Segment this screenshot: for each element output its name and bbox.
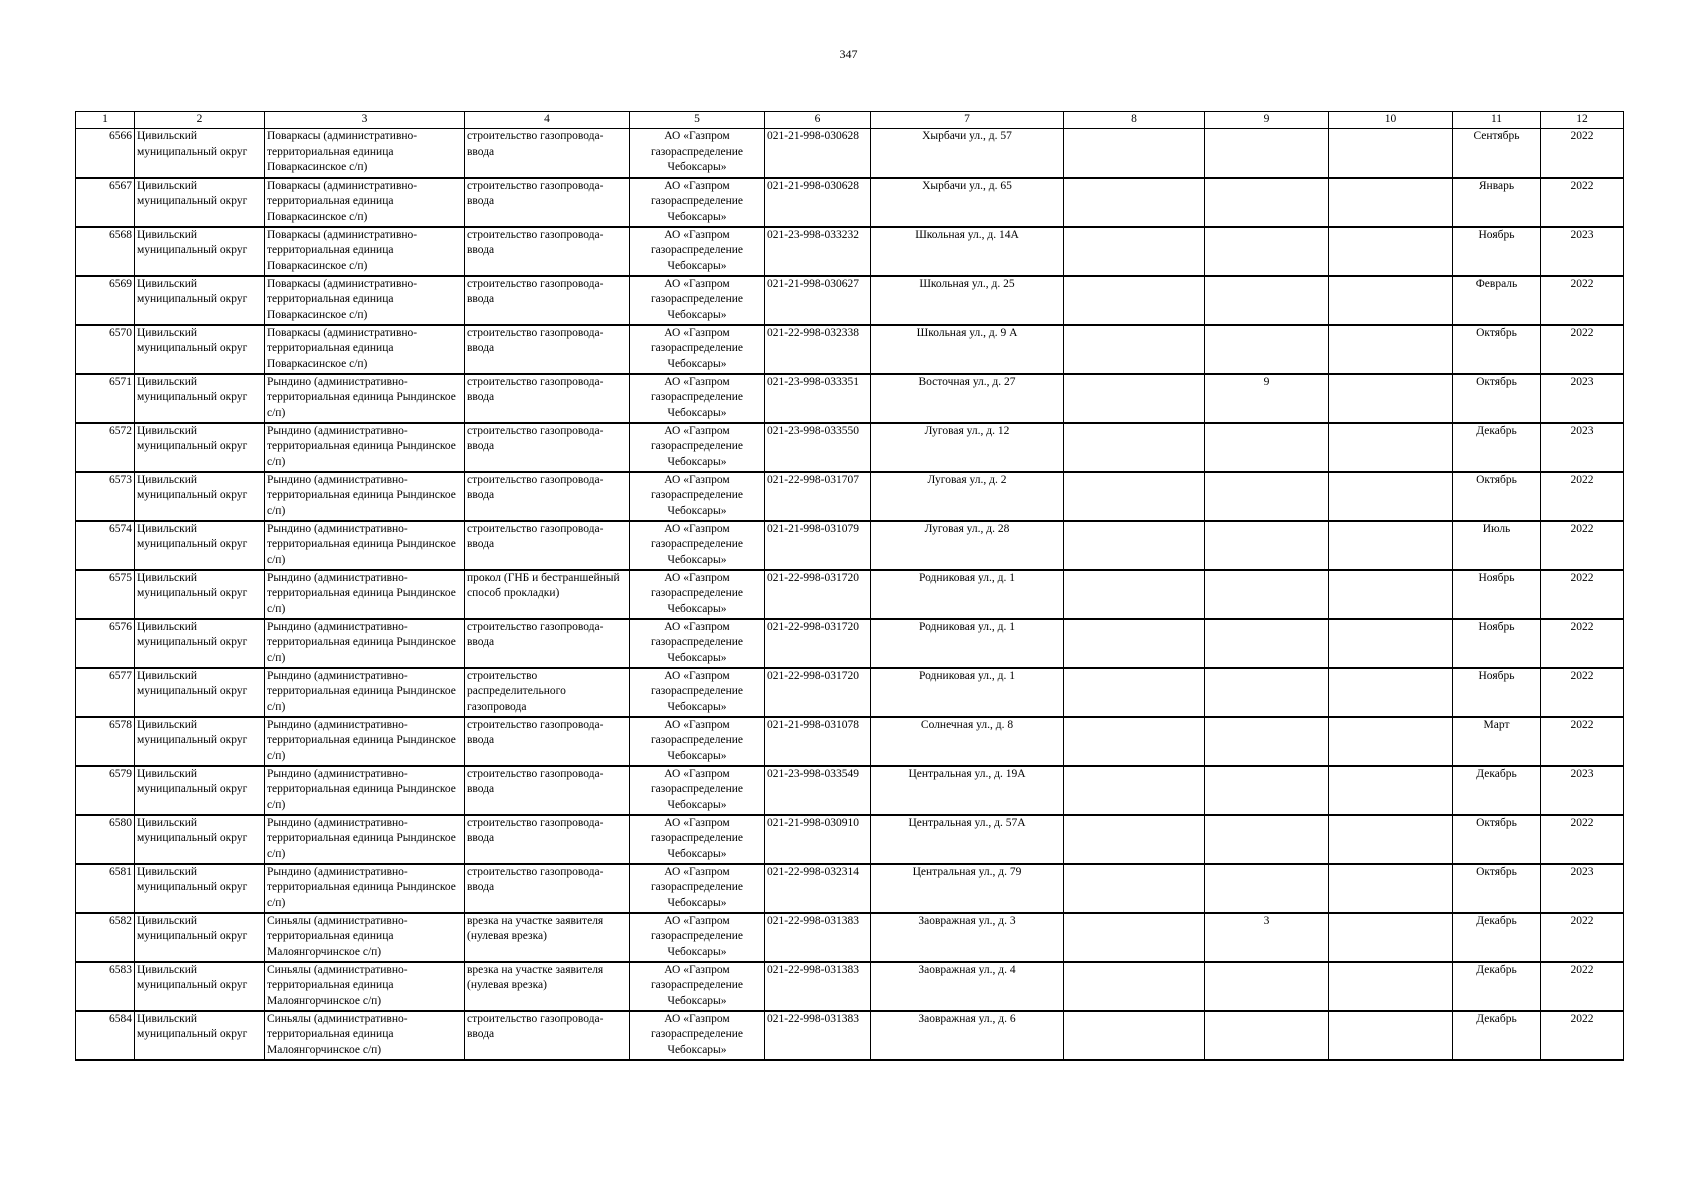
district-cell: Цивильский муниципальный округ (135, 864, 265, 913)
row-number: 6579 (76, 766, 135, 815)
request-code-cell: 021-22-998-031720 (765, 619, 871, 668)
column-8-cell (1064, 227, 1205, 276)
column-10-cell (1329, 178, 1453, 227)
work-type-cell: прокол (ГНБ и бестраншейный способ прокладки) (465, 570, 630, 619)
column-header-6: 6 (765, 112, 871, 129)
organization-cell: АО «Газпром газораспределение Чебоксары» (630, 766, 765, 815)
month-cell: Февраль (1453, 276, 1541, 325)
month-cell: Декабрь (1453, 962, 1541, 1011)
year-cell: 2023 (1541, 766, 1624, 815)
work-type-cell: строительство газопровода-ввода (465, 717, 630, 766)
settlement-cell: Поваркасы (административно-территориальная единица Поваркасинское с/п) (265, 129, 465, 178)
row-number: 6569 (76, 276, 135, 325)
address-cell: Родниковая ул., д. 1 (871, 619, 1064, 668)
column-header-10: 10 (1329, 112, 1453, 129)
column-9-cell (1205, 1011, 1329, 1060)
work-type-cell: строительство газопровода-ввода (465, 766, 630, 815)
column-8-cell (1064, 178, 1205, 227)
address-cell: Хырбачи ул., д. 57 (871, 129, 1064, 178)
request-code-cell: 021-21-998-031079 (765, 521, 871, 570)
address-cell: Луговая ул., д. 28 (871, 521, 1064, 570)
column-8-cell (1064, 374, 1205, 423)
row-number: 6574 (76, 521, 135, 570)
column-9-cell (1205, 864, 1329, 913)
address-cell: Заовражная ул., д. 3 (871, 913, 1064, 962)
column-header-12: 12 (1541, 112, 1624, 129)
work-type-cell: строительство газопровода-ввода (465, 521, 630, 570)
address-cell: Центральная ул., д. 19А (871, 766, 1064, 815)
settlement-cell: Поваркасы (административно-территориальная единица Поваркасинское с/п) (265, 276, 465, 325)
table-row (76, 325, 1624, 374)
table-row (76, 276, 1624, 325)
table-row (76, 815, 1624, 864)
column-10-cell (1329, 766, 1453, 815)
row-number: 6576 (76, 619, 135, 668)
column-8-cell (1064, 521, 1205, 570)
column-9-cell (1205, 325, 1329, 374)
table-row (76, 864, 1624, 913)
organization-cell: АО «Газпром газораспределение Чебоксары» (630, 472, 765, 521)
table-row (76, 619, 1624, 668)
organization-cell: АО «Газпром газораспределение Чебоксары» (630, 1011, 765, 1060)
year-cell: 2022 (1541, 1011, 1624, 1060)
month-cell: Январь (1453, 178, 1541, 227)
year-cell: 2022 (1541, 717, 1624, 766)
organization-cell: АО «Газпром газораспределение Чебоксары» (630, 325, 765, 374)
organization-cell: АО «Газпром газораспределение Чебоксары» (630, 227, 765, 276)
column-8-cell (1064, 570, 1205, 619)
table-row (76, 913, 1624, 962)
month-cell: Октябрь (1453, 374, 1541, 423)
column-header-11: 11 (1453, 112, 1541, 129)
month-cell: Декабрь (1453, 423, 1541, 472)
organization-cell: АО «Газпром газораспределение Чебоксары» (630, 913, 765, 962)
district-cell: Цивильский муниципальный округ (135, 766, 265, 815)
address-cell: Центральная ул., д. 79 (871, 864, 1064, 913)
address-cell: Школьная ул., д. 14А (871, 227, 1064, 276)
table-row (76, 717, 1624, 766)
request-code-cell: 021-22-998-031383 (765, 913, 871, 962)
column-10-cell (1329, 570, 1453, 619)
district-cell: Цивильский муниципальный округ (135, 227, 265, 276)
request-code-cell: 021-22-998-031383 (765, 1011, 871, 1060)
table-row (76, 129, 1624, 178)
request-code-cell: 021-21-998-030910 (765, 815, 871, 864)
organization-cell: АО «Газпром газораспределение Чебоксары» (630, 129, 765, 178)
column-9-cell (1205, 129, 1329, 178)
work-type-cell: строительство газопровода-ввода (465, 815, 630, 864)
year-cell: 2022 (1541, 815, 1624, 864)
work-type-cell: строительство газопровода-ввода (465, 374, 630, 423)
column-10-cell (1329, 864, 1453, 913)
work-type-cell: строительство газопровода-ввода (465, 619, 630, 668)
table-row (76, 962, 1624, 1011)
column-9-cell (1205, 276, 1329, 325)
work-type-cell: врезка на участке заявителя (нулевая врезка) (465, 913, 630, 962)
request-code-cell: 021-23-998-033550 (765, 423, 871, 472)
column-10-cell (1329, 129, 1453, 178)
organization-cell: АО «Газпром газораспределение Чебоксары» (630, 521, 765, 570)
request-code-cell: 021-23-998-033232 (765, 227, 871, 276)
work-type-cell: строительство газопровода-ввода (465, 178, 630, 227)
row-number: 6583 (76, 962, 135, 1011)
settlement-cell: Синьялы (административно-территориальная единица Малоянгорчинское с/п) (265, 962, 465, 1011)
request-code-cell: 021-22-998-031720 (765, 668, 871, 717)
column-9-cell (1205, 227, 1329, 276)
address-cell: Заовражная ул., д. 6 (871, 1011, 1064, 1060)
column-header-5: 5 (630, 112, 765, 129)
month-cell: Март (1453, 717, 1541, 766)
settlement-cell: Рындино (административно-территориальная единица Рындинское с/п) (265, 717, 465, 766)
column-10-cell (1329, 374, 1453, 423)
district-cell: Цивильский муниципальный округ (135, 619, 265, 668)
request-code-cell: 021-21-998-030628 (765, 129, 871, 178)
page-number: 347 (839, 47, 858, 61)
column-9-cell: 9 (1205, 374, 1329, 423)
month-cell: Ноябрь (1453, 570, 1541, 619)
table-row (76, 1011, 1624, 1060)
column-8-cell (1064, 129, 1205, 178)
header-row (76, 112, 1624, 129)
row-number: 6580 (76, 815, 135, 864)
year-cell: 2023 (1541, 227, 1624, 276)
settlement-cell: Рындино (административно-территориальная единица Рындинское с/п) (265, 619, 465, 668)
month-cell: Ноябрь (1453, 668, 1541, 717)
address-cell: Луговая ул., д. 12 (871, 423, 1064, 472)
row-number: 6571 (76, 374, 135, 423)
organization-cell: АО «Газпром газораспределение Чебоксары» (630, 374, 765, 423)
settlement-cell: Синьялы (административно-территориальная единица Малоянгорчинское с/п) (265, 913, 465, 962)
work-type-cell: строительство газопровода-ввода (465, 276, 630, 325)
column-8-cell (1064, 619, 1205, 668)
column-9-cell (1205, 766, 1329, 815)
request-code-cell: 021-22-998-031720 (765, 570, 871, 619)
organization-cell: АО «Газпром газораспределение Чебоксары» (630, 423, 765, 472)
year-cell: 2022 (1541, 570, 1624, 619)
work-type-cell: строительство газопровода-ввода (465, 1011, 630, 1060)
request-code-cell: 021-23-998-033549 (765, 766, 871, 815)
organization-cell: АО «Газпром газораспределение Чебоксары» (630, 717, 765, 766)
organization-cell: АО «Газпром газораспределение Чебоксары» (630, 815, 765, 864)
request-code-cell: 021-22-998-031707 (765, 472, 871, 521)
district-cell: Цивильский муниципальный округ (135, 374, 265, 423)
settlement-cell: Рындино (административно-территориальная единица Рындинское с/п) (265, 472, 465, 521)
table-row (76, 178, 1624, 227)
row-number: 6566 (76, 129, 135, 178)
district-cell: Цивильский муниципальный округ (135, 913, 265, 962)
organization-cell: АО «Газпром газораспределение Чебоксары» (630, 570, 765, 619)
year-cell: 2022 (1541, 913, 1624, 962)
district-cell: Цивильский муниципальный округ (135, 1011, 265, 1060)
district-cell: Цивильский муниципальный округ (135, 178, 265, 227)
month-cell: Октябрь (1453, 815, 1541, 864)
month-cell: Октябрь (1453, 325, 1541, 374)
settlement-cell: Рындино (административно-территориальная единица Рындинское с/п) (265, 521, 465, 570)
column-8-cell (1064, 423, 1205, 472)
column-9-cell (1205, 521, 1329, 570)
settlement-cell: Синьялы (административно-территориальная единица Малоянгорчинское с/п) (265, 1011, 465, 1060)
month-cell: Сентябрь (1453, 129, 1541, 178)
year-cell: 2022 (1541, 276, 1624, 325)
request-code-cell: 021-22-998-032338 (765, 325, 871, 374)
month-cell: Декабрь (1453, 766, 1541, 815)
district-cell: Цивильский муниципальный округ (135, 717, 265, 766)
request-code-cell: 021-22-998-032314 (765, 864, 871, 913)
settlement-cell: Рындино (административно-территориальная единица Рындинское с/п) (265, 766, 465, 815)
row-number: 6581 (76, 864, 135, 913)
work-type-cell: врезка на участке заявителя (нулевая врезка) (465, 962, 630, 1011)
year-cell: 2022 (1541, 668, 1624, 717)
district-cell: Цивильский муниципальный округ (135, 325, 265, 374)
address-cell: Восточная ул., д. 27 (871, 374, 1064, 423)
work-type-cell: строительство газопровода-ввода (465, 129, 630, 178)
column-8-cell (1064, 1011, 1205, 1060)
month-cell: Июль (1453, 521, 1541, 570)
column-8-cell (1064, 472, 1205, 521)
column-9-cell (1205, 423, 1329, 472)
column-header-7: 7 (871, 112, 1064, 129)
row-number: 6575 (76, 570, 135, 619)
district-cell: Цивильский муниципальный округ (135, 815, 265, 864)
work-type-cell: строительство газопровода-ввода (465, 227, 630, 276)
address-cell: Центральная ул., д. 57А (871, 815, 1064, 864)
settlement-cell: Поваркасы (административно-территориальная единица Поваркасинское с/п) (265, 178, 465, 227)
address-cell: Родниковая ул., д. 1 (871, 668, 1064, 717)
address-cell: Солнечная ул., д. 8 (871, 717, 1064, 766)
column-header-4: 4 (465, 112, 630, 129)
column-10-cell (1329, 717, 1453, 766)
table-row (76, 766, 1624, 815)
row-number: 6572 (76, 423, 135, 472)
year-cell: 2022 (1541, 521, 1624, 570)
column-8-cell (1064, 276, 1205, 325)
column-8-cell (1064, 864, 1205, 913)
settlement-cell: Рындино (административно-территориальная единица Рындинское с/п) (265, 668, 465, 717)
column-10-cell (1329, 227, 1453, 276)
work-type-cell: строительство газопровода-ввода (465, 423, 630, 472)
table-row (76, 570, 1624, 619)
month-cell: Декабрь (1453, 1011, 1541, 1060)
column-10-cell (1329, 325, 1453, 374)
year-cell: 2022 (1541, 178, 1624, 227)
column-10-cell (1329, 668, 1453, 717)
row-number: 6582 (76, 913, 135, 962)
month-cell: Октябрь (1453, 472, 1541, 521)
organization-cell: АО «Газпром газораспределение Чебоксары» (630, 276, 765, 325)
row-number: 6567 (76, 178, 135, 227)
column-header-9: 9 (1205, 112, 1329, 129)
organization-cell: АО «Газпром газораспределение Чебоксары» (630, 668, 765, 717)
column-9-cell (1205, 717, 1329, 766)
district-cell: Цивильский муниципальный округ (135, 423, 265, 472)
settlement-cell: Рындино (административно-территориальная единица Рындинское с/п) (265, 570, 465, 619)
month-cell: Ноябрь (1453, 619, 1541, 668)
settlement-cell: Рындино (административно-территориальная единица Рындинское с/п) (265, 423, 465, 472)
district-cell: Цивильский муниципальный округ (135, 276, 265, 325)
month-cell: Декабрь (1453, 913, 1541, 962)
column-10-cell (1329, 521, 1453, 570)
request-code-cell: 021-21-998-030628 (765, 178, 871, 227)
column-8-cell (1064, 668, 1205, 717)
district-cell: Цивильский муниципальный округ (135, 668, 265, 717)
table-body (76, 129, 1624, 1060)
work-type-cell: строительство газопровода-ввода (465, 472, 630, 521)
settlement-cell: Поваркасы (административно-территориальная единица Поваркасинское с/п) (265, 325, 465, 374)
column-8-cell (1064, 766, 1205, 815)
column-8-cell (1064, 962, 1205, 1011)
column-8-cell (1064, 815, 1205, 864)
table-row (76, 227, 1624, 276)
organization-cell: АО «Газпром газораспределение Чебоксары» (630, 864, 765, 913)
district-cell: Цивильский муниципальный округ (135, 962, 265, 1011)
district-cell: Цивильский муниципальный округ (135, 472, 265, 521)
organization-cell: АО «Газпром газораспределение Чебоксары» (630, 619, 765, 668)
column-header-3: 3 (265, 112, 465, 129)
request-code-cell: 021-23-998-033351 (765, 374, 871, 423)
request-code-cell: 021-21-998-030627 (765, 276, 871, 325)
column-10-cell (1329, 1011, 1453, 1060)
year-cell: 2022 (1541, 962, 1624, 1011)
settlement-cell: Рындино (административно-территориальная единица Рындинское с/п) (265, 374, 465, 423)
table-row (76, 423, 1624, 472)
settlement-cell: Рындино (административно-территориальная единица Рындинское с/п) (265, 815, 465, 864)
month-cell: Октябрь (1453, 864, 1541, 913)
row-number: 6584 (76, 1011, 135, 1060)
address-cell: Заовражная ул., д. 4 (871, 962, 1064, 1011)
column-10-cell (1329, 619, 1453, 668)
column-9-cell (1205, 570, 1329, 619)
gasification-table (75, 111, 1624, 1061)
request-code-cell: 021-21-998-031078 (765, 717, 871, 766)
column-header-2: 2 (135, 112, 265, 129)
request-code-cell: 021-22-998-031383 (765, 962, 871, 1011)
settlement-cell: Рындино (административно-территориальная единица Рындинское с/п) (265, 864, 465, 913)
row-number: 6568 (76, 227, 135, 276)
year-cell: 2023 (1541, 864, 1624, 913)
district-cell: Цивильский муниципальный округ (135, 129, 265, 178)
organization-cell: АО «Газпром газораспределение Чебоксары» (630, 178, 765, 227)
column-8-cell (1064, 325, 1205, 374)
address-cell: Школьная ул., д. 25 (871, 276, 1064, 325)
year-cell: 2022 (1541, 472, 1624, 521)
column-9-cell (1205, 178, 1329, 227)
table-row (76, 521, 1624, 570)
district-cell: Цивильский муниципальный округ (135, 570, 265, 619)
column-9-cell (1205, 962, 1329, 1011)
organization-cell: АО «Газпром газораспределение Чебоксары» (630, 962, 765, 1011)
column-9-cell (1205, 815, 1329, 864)
address-cell: Луговая ул., д. 2 (871, 472, 1064, 521)
address-cell: Школьная ул., д. 9 А (871, 325, 1064, 374)
row-number: 6570 (76, 325, 135, 374)
district-cell: Цивильский муниципальный округ (135, 521, 265, 570)
year-cell: 2023 (1541, 423, 1624, 472)
row-number: 6578 (76, 717, 135, 766)
row-number: 6577 (76, 668, 135, 717)
work-type-cell: строительство газопровода-ввода (465, 325, 630, 374)
work-type-cell: строительство распределительного газопровода (465, 668, 630, 717)
year-cell: 2022 (1541, 129, 1624, 178)
column-header-1: 1 (76, 112, 135, 129)
column-9-cell (1205, 668, 1329, 717)
year-cell: 2023 (1541, 374, 1624, 423)
address-cell: Родниковая ул., д. 1 (871, 570, 1064, 619)
column-9-cell (1205, 472, 1329, 521)
table-row (76, 668, 1624, 717)
column-10-cell (1329, 913, 1453, 962)
row-number: 6573 (76, 472, 135, 521)
column-10-cell (1329, 472, 1453, 521)
column-9-cell: 3 (1205, 913, 1329, 962)
year-cell: 2022 (1541, 619, 1624, 668)
month-cell: Ноябрь (1453, 227, 1541, 276)
settlement-cell: Поваркасы (административно-территориальная единица Поваркасинское с/п) (265, 227, 465, 276)
column-10-cell (1329, 815, 1453, 864)
column-8-cell (1064, 913, 1205, 962)
table-row (76, 374, 1624, 423)
table-row (76, 472, 1624, 521)
work-type-cell: строительство газопровода-ввода (465, 864, 630, 913)
column-10-cell (1329, 276, 1453, 325)
year-cell: 2022 (1541, 325, 1624, 374)
address-cell: Хырбачи ул., д. 65 (871, 178, 1064, 227)
column-header-8: 8 (1064, 112, 1205, 129)
column-10-cell (1329, 962, 1453, 1011)
column-8-cell (1064, 717, 1205, 766)
column-10-cell (1329, 423, 1453, 472)
column-9-cell (1205, 619, 1329, 668)
